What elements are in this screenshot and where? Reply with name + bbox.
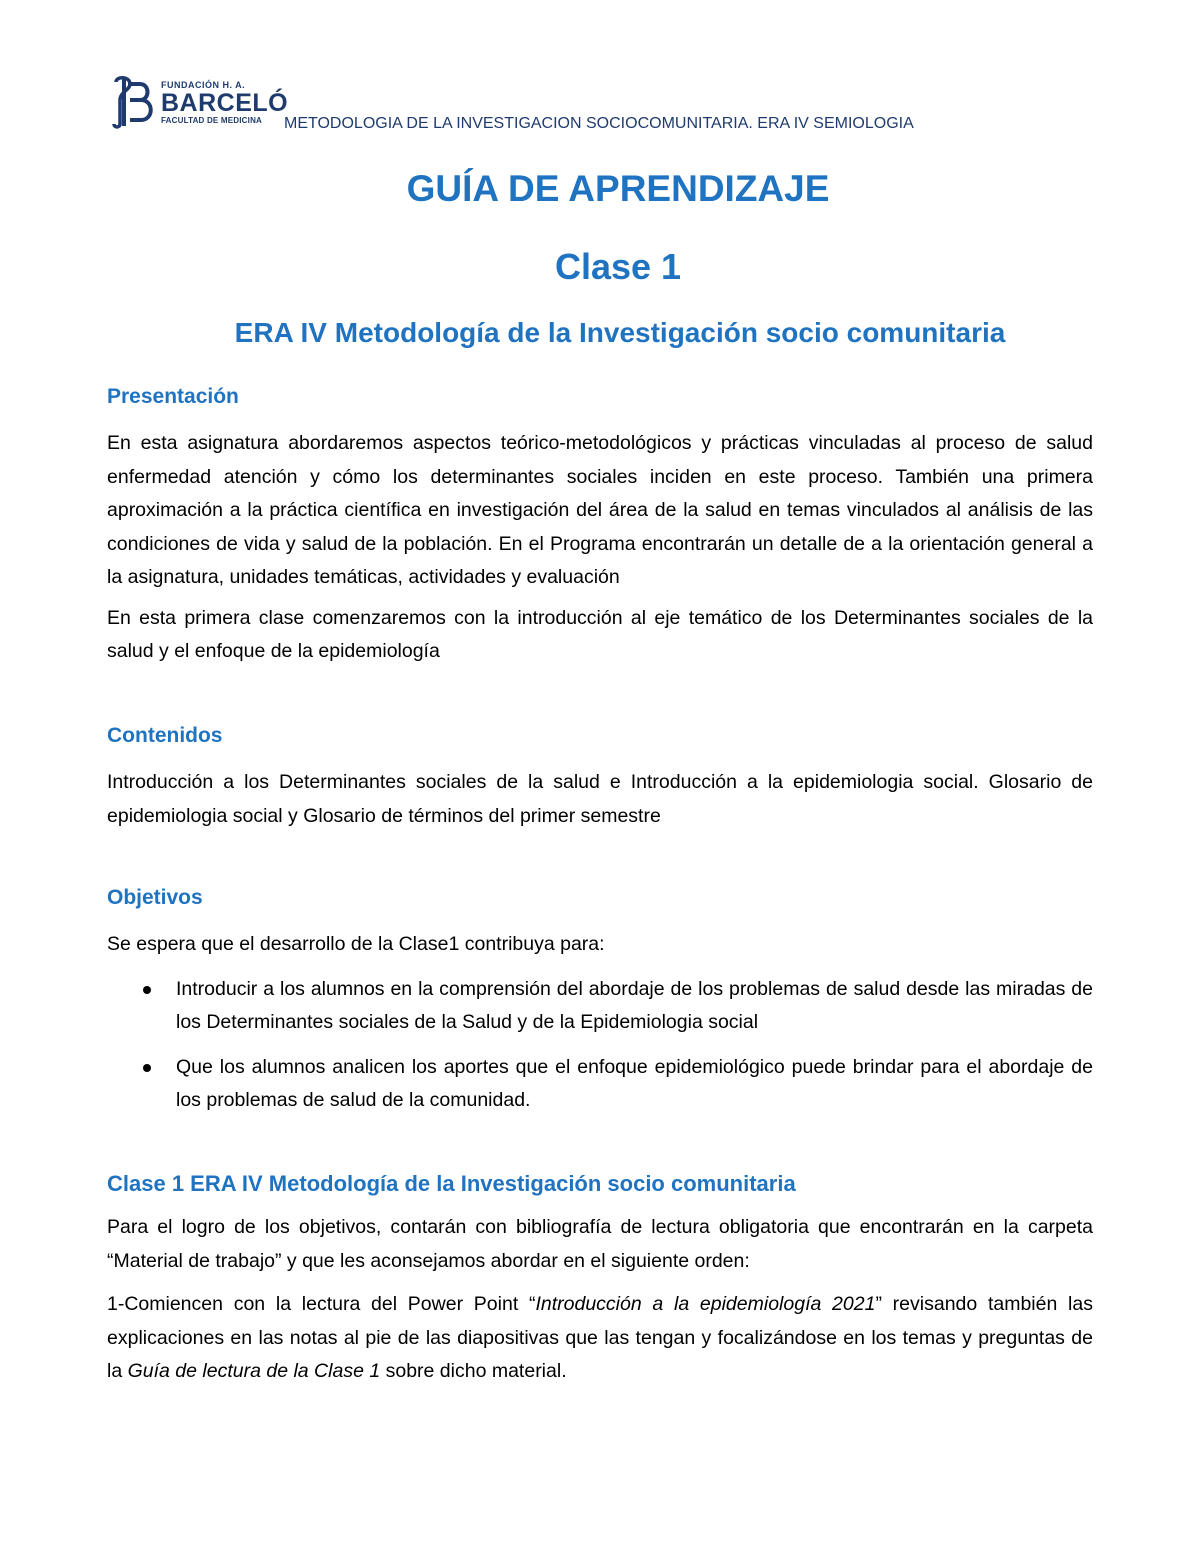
barcelo-logo	[110, 74, 290, 130]
instruction-text: 1-Comiencen con la lectura del Power Point “	[107, 1293, 536, 1315]
barcelo-monogram-icon	[110, 74, 158, 130]
page-subtitle: ERA IV Metodología de la Investigación socio comunitaria	[234, 317, 1006, 348]
objetivo-text: Introducir a los alumnos en la comprensión del abordaje de los problemas de salud desde las miradas de los Determinantes sociales de la Salud y de la Epidemiologia social	[176, 977, 1093, 1033]
contenidos-heading: Contenidos	[107, 724, 223, 747]
powerpoint-title: Introducción a la epidemiología 2021	[535, 1293, 876, 1315]
course-header-title: METODOLOGIA DE LA INVESTIGACION SOCIOCOMUNITARIA. ERA IV SEMIOLOGIA	[284, 115, 914, 132]
class-title: Clase 1	[554, 246, 682, 287]
list-item	[107, 973, 1093, 1040]
presentacion-heading: Presentación	[107, 385, 239, 408]
instruction-text: sobre dicho material.	[380, 1360, 567, 1382]
contenidos-section	[107, 724, 1093, 833]
list-item	[107, 1051, 1093, 1118]
presentacion-paragraph: En esta primera clase comenzaremos con la introducción al eje temático de los Determinantes sociales de la salud y el enfoque de la epidemiología	[107, 606, 1093, 662]
objetivos-intro: Se espera que el desarrollo de la Clase1 contribuya para:	[107, 933, 605, 955]
logo-top-line: FUNDACIÓN H. A.	[161, 80, 246, 90]
logo-sub-line: FACULTAD DE MEDICINA	[161, 116, 263, 125]
objetivos-list	[107, 973, 1093, 1118]
contenidos-text: Introducción a los Determinantes sociales de la salud e Introducción a la epidemiologia social. Glosario de epidemiologia social y Glosario de términos del primer semestre	[107, 771, 1093, 827]
reading-guide-title: Guía de lectura de la Clase 1	[127, 1360, 381, 1382]
objetivos-section	[107, 886, 1093, 1118]
page-title: GUÍA DE APRENDIZAJE	[406, 168, 830, 209]
clase-heading: Clase 1 ERA IV Metodología de la Investigación socio comunitaria	[107, 1171, 796, 1196]
objetivo-text: Que los alumnos analicen los aportes que el enfoque epidemiológico puede brindar para el abordaje de los problemas de salud de la comunidad.	[176, 1055, 1093, 1111]
page-header	[110, 74, 1010, 138]
clase-paragraph: Para el logro de los objetivos, contarán con bibliografía de lectura obligatoria que encontrarán en la carpeta “Material de trabajo” y que les aconsejamos abordar en el siguiente orden:	[107, 1216, 1093, 1272]
objetivos-heading: Objetivos	[107, 886, 203, 909]
logo-name: BARCELÓ	[161, 89, 289, 117]
instruction-text: ” revisando también las explicaciones en las notas al pie de las diapositivas que las tengan y focalizándose en los temas y preguntas de la	[107, 1293, 1093, 1382]
clase-reading-instructions	[107, 1288, 1093, 1389]
presentacion-section	[107, 385, 1093, 669]
bullet-icon	[143, 986, 151, 994]
presentacion-paragraph: En esta asignatura abordaremos aspectos teórico-metodológicos y prácticas vinculadas al proceso de salud enfermedad atención y cómo los determinantes sociales inciden en este proceso. También una primera aproximación a la práctica científica en investigación del área de la salud en temas vinculados al análisis de las condiciones de vida y salud de la población. En el Programa encontrarán un detalle de a la orientación general a la asignatura, unidades temáticas, actividades y evaluación	[107, 432, 1093, 588]
bullet-icon	[143, 1064, 151, 1072]
clase-section	[107, 1171, 1093, 1389]
